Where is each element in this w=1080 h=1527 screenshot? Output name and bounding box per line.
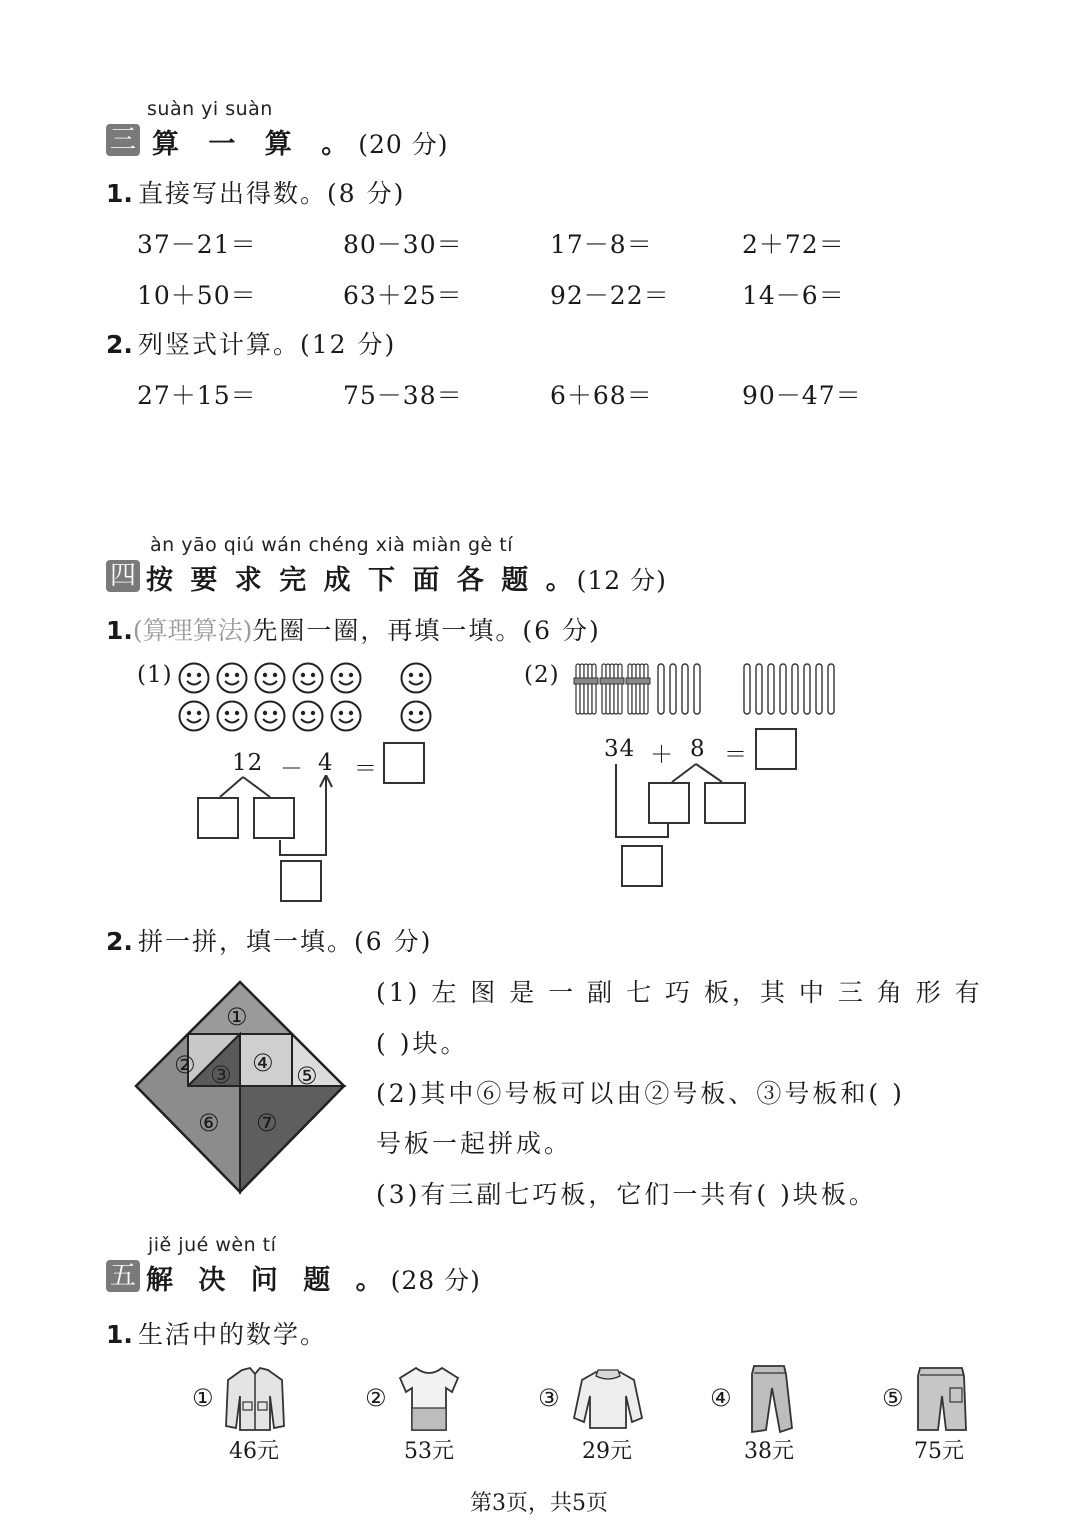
item1-price: 46元 xyxy=(229,1439,279,1464)
item3-price: 29元 xyxy=(582,1439,632,1464)
smiley-icon xyxy=(218,664,247,693)
smiley-icon xyxy=(180,702,209,731)
single-stick-icon xyxy=(670,664,676,714)
tshirt-icon xyxy=(398,1364,460,1434)
section4-title: 按 要 求 完 成 下 面 各 题 。 xyxy=(146,565,577,596)
s4-q2-sub2-line2: 号板一起拼成。 xyxy=(376,1129,573,1158)
single-stick-icon xyxy=(792,664,798,714)
s3-q2-text: 列竖式计算。(12 分) xyxy=(138,330,397,359)
section5-title: 解 决 问 题 。 xyxy=(146,1265,391,1296)
s3-q1-r2-c4: 14－6＝ xyxy=(742,281,845,310)
single-stick-icon xyxy=(682,664,688,714)
section4-pinyin: àn yāo qiú wán chéng xià miàn gè tí xyxy=(150,534,514,556)
s4-q1-number: 1. xyxy=(106,616,133,645)
smiley-group xyxy=(178,660,438,736)
p1-split-box-2[interactable] xyxy=(253,797,295,839)
tangram-label-6: ⑥ xyxy=(198,1109,220,1137)
section3-title: 算 一 算 。 xyxy=(152,129,359,160)
smiley-icon xyxy=(402,702,431,731)
s3-q2-c1: 27＋15＝ xyxy=(137,381,257,410)
smiley-icon xyxy=(332,664,361,693)
p2-eq: ＝ xyxy=(724,742,748,768)
single-stick-icon xyxy=(780,664,786,714)
section5-pinyin: jiě jué wèn tí xyxy=(148,1234,277,1256)
smiley-icon xyxy=(402,664,431,693)
p2-split-box-1[interactable] xyxy=(648,782,690,824)
item4-price: 38元 xyxy=(744,1439,794,1464)
p2-answer-box[interactable] xyxy=(755,728,797,770)
p1-op: － xyxy=(280,756,304,782)
p2-a: 34 xyxy=(604,736,636,762)
item2-number: ② xyxy=(365,1384,387,1412)
s3-q1-r1-c4: 2＋72＝ xyxy=(742,230,845,259)
tangram-label-7: ⑦ xyxy=(256,1109,278,1137)
s5-q1-number: 1. xyxy=(106,1320,133,1349)
p1-eq: ＝ xyxy=(354,756,378,782)
p1-a: 12 xyxy=(232,750,264,776)
s3-q1-text: 直接写出得数。(8 分) xyxy=(138,179,406,208)
s5-q1-text: 生活中的数学。 xyxy=(138,1320,328,1349)
pants-icon xyxy=(744,1364,796,1436)
p1-b: 4 xyxy=(318,750,334,776)
s4-q2-sub3: (3)有三副七巧板，它们一共有( )块板。 xyxy=(376,1180,877,1209)
tangram-label-1: ① xyxy=(226,1003,248,1031)
s4-q2-sub2-line1: (2)其中⑥号板可以由②号板、③号板和( ) xyxy=(376,1079,905,1108)
p1-answer-box[interactable] xyxy=(383,742,425,784)
s3-q2-c4: 90－47＝ xyxy=(742,381,862,410)
s3-q2 xyxy=(106,325,396,361)
item1-number: ① xyxy=(192,1384,214,1412)
p1-split-box-1[interactable] xyxy=(197,797,239,839)
p2-label: (2) xyxy=(524,662,560,688)
p1-label: (1) xyxy=(137,662,173,688)
section3-badge: 三 xyxy=(106,124,140,156)
s3-q1-r2-c3: 92－22＝ xyxy=(550,281,670,310)
item4-number: ④ xyxy=(710,1384,732,1412)
tangram-label-2: ② xyxy=(174,1051,196,1079)
s3-q2-number: 2. xyxy=(106,330,133,359)
s4-q2 xyxy=(106,922,432,958)
s3-q1-r2-c2: 63＋25＝ xyxy=(343,281,463,310)
page-footer: 第3页，共5页 xyxy=(470,1491,608,1516)
s4-q1-tag: (算理算法) xyxy=(132,616,253,645)
section3-pinyin: suàn yi suàn xyxy=(147,98,273,120)
bundle-sticks-icon xyxy=(574,664,598,714)
section5-score: (28 分) xyxy=(390,1266,481,1295)
s4-q2-text: 拼一拼，填一填。(6 分) xyxy=(138,927,433,956)
smiley-icon xyxy=(256,702,285,731)
p2-split-box-2[interactable] xyxy=(704,782,746,824)
tangram-label-4: ④ xyxy=(252,1049,274,1077)
p2-result-box[interactable] xyxy=(621,845,663,887)
single-stick-icon xyxy=(804,664,810,714)
s3-q1-number: 1. xyxy=(106,179,133,208)
item5-number: ⑤ xyxy=(882,1384,904,1412)
s3-q2-c2: 75－38＝ xyxy=(343,381,463,410)
item3-number: ③ xyxy=(538,1384,560,1412)
single-stick-icon xyxy=(694,664,700,714)
s4-q1 xyxy=(106,611,601,647)
section3-heading xyxy=(152,122,448,161)
s4-q2-sub1-line2: ( )块。 xyxy=(376,1029,469,1058)
single-stick-icon xyxy=(768,664,774,714)
smiley-icon xyxy=(332,702,361,731)
s5-q1 xyxy=(106,1315,327,1351)
single-stick-icon xyxy=(756,664,762,714)
smiley-icon xyxy=(218,702,247,731)
s4-q2-sub1-line1: (1) 左 图 是 一 副 七 巧 板，其 中 三 角 形 有 xyxy=(376,978,983,1007)
section4-heading xyxy=(146,558,667,597)
section3-score: (20 分) xyxy=(358,130,449,159)
item2-price: 53元 xyxy=(404,1439,454,1464)
tangram-label-5: ⑤ xyxy=(296,1062,318,1090)
jacket-icon xyxy=(224,1366,286,1432)
item5-price: 75元 xyxy=(914,1439,964,1464)
s3-q1-r1-c3: 17－8＝ xyxy=(550,230,653,259)
shorts-icon xyxy=(914,1366,968,1434)
single-stick-icon xyxy=(828,664,834,714)
smiley-icon xyxy=(294,702,323,731)
section5-badge: 五 xyxy=(106,1260,140,1292)
single-stick-icon xyxy=(816,664,822,714)
single-stick-icon xyxy=(658,664,664,714)
section4-badge: 四 xyxy=(106,560,140,592)
smiley-icon xyxy=(180,664,209,693)
smiley-icon xyxy=(256,664,285,693)
smiley-icon xyxy=(294,664,323,693)
tangram-label-3: ③ xyxy=(210,1061,232,1089)
bundle-sticks-icon xyxy=(600,664,624,714)
s3-q2-c3: 6＋68＝ xyxy=(550,381,653,410)
bundle-sticks-icon xyxy=(626,664,650,714)
p2-op: ＋ xyxy=(650,742,674,768)
sticks-group xyxy=(566,660,846,718)
p2-b: 8 xyxy=(690,736,706,762)
section4-score: (12 分) xyxy=(576,566,667,595)
s3-q1-r1-c1: 37－21＝ xyxy=(137,230,257,259)
s3-q1 xyxy=(106,174,405,210)
s4-q1-text: 先圈一圈，再填一填。(6 分) xyxy=(252,616,601,645)
sweater-icon xyxy=(572,1366,644,1432)
s3-q1-r2-c1: 10＋50＝ xyxy=(137,281,257,310)
single-stick-icon xyxy=(744,664,750,714)
p1-result-box[interactable] xyxy=(280,860,322,902)
section5-heading xyxy=(146,1258,481,1297)
s3-q1-r1-c2: 80－30＝ xyxy=(343,230,463,259)
s4-q2-number: 2. xyxy=(106,927,133,956)
